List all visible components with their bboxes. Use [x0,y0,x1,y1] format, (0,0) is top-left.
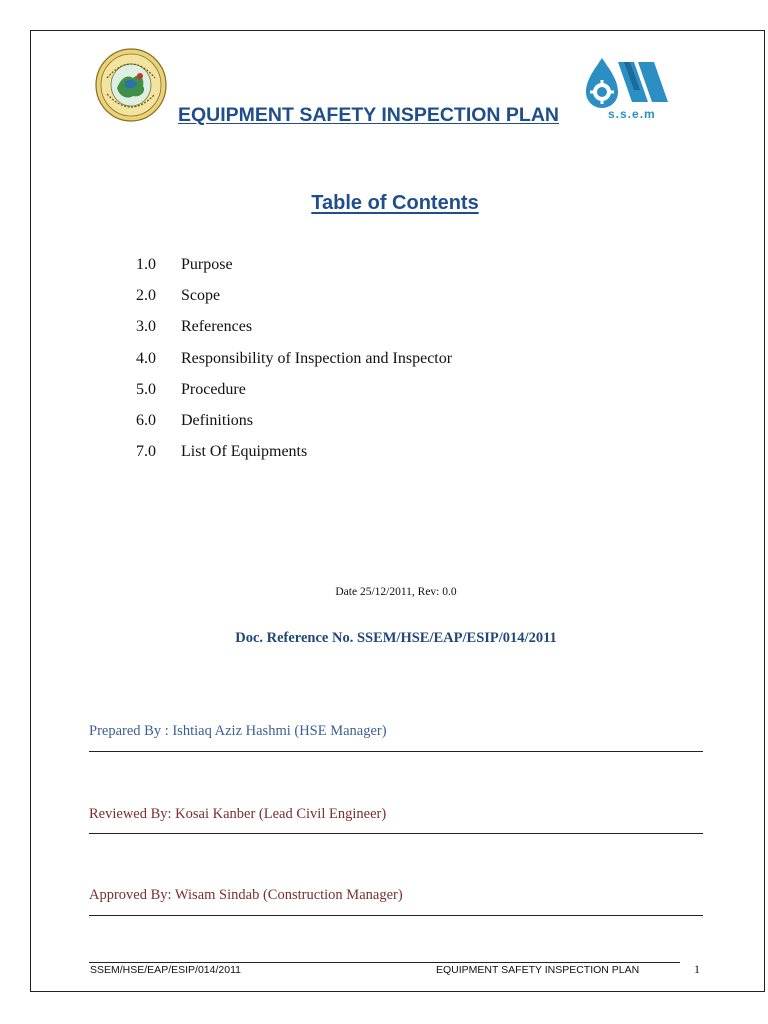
authority-seal-icon [95,48,167,122]
prepared-by-row [89,723,703,740]
footer-doc-code: SSEM/HSE/EAP/ESIP/014/2011 [90,964,241,976]
toc-item[interactable] [136,379,452,410]
toc-item[interactable] [136,441,452,472]
footer-divider [89,962,680,963]
toc-item-label: Scope [181,287,221,305]
toc-item-number: 6.0 [136,411,156,429]
signature-line [89,915,703,916]
toc-list [136,254,452,472]
toc-item[interactable] [136,348,452,379]
toc-item-label: Responsibility of Inspection and Inspector [181,349,453,367]
page-border [30,30,765,992]
footer-plan-title: EQUIPMENT SAFETY INSPECTION PLAN [436,964,640,976]
toc-item[interactable] [136,316,452,347]
reviewed-by-row [89,806,703,823]
prepared-by-text: Prepared By : Ishtiaq Aziz Hashmi (HSE Manager) [89,723,387,739]
toc-item[interactable] [136,285,452,316]
toc-item-label: References [181,318,253,336]
toc-item-label: Definitions [181,411,253,429]
toc-item-number: 1.0 [136,256,156,273]
toc-item-label: Purpose [181,256,233,273]
approved-by-text: Approved By: Wisam Sindab (Construction Manager) [89,887,403,903]
document-reference: Doc. Reference No. SSEM/HSE/EAP/ESIP/014/2011 [235,630,557,646]
toc-item-number: 3.0 [136,318,156,336]
ssem-logo-text: s.s.e.m [608,107,656,121]
toc-item-label: Procedure [181,380,246,398]
toc-item-label: List Of Equipments [181,443,308,461]
reviewed-by-text: Reviewed By: Kosai Kanber (Lead Civil Engineer) [89,806,387,822]
date-revision: Date 25/12/2011, Rev: 0.0 [335,586,457,598]
toc-heading: Table of Contents [311,192,479,214]
toc-item-number: 5.0 [136,380,156,398]
toc-item[interactable] [136,254,452,285]
toc-item-number: 2.0 [136,287,156,305]
approved-by-row [89,887,703,904]
toc-item-number: 7.0 [136,443,156,461]
toc-item-number: 4.0 [136,349,156,367]
page-number: 1 [694,962,700,976]
toc-item[interactable] [136,410,452,441]
signature-line [89,751,703,752]
document-title: EQUIPMENT SAFETY INSPECTION PLAN [178,104,560,126]
signature-line [89,833,703,834]
